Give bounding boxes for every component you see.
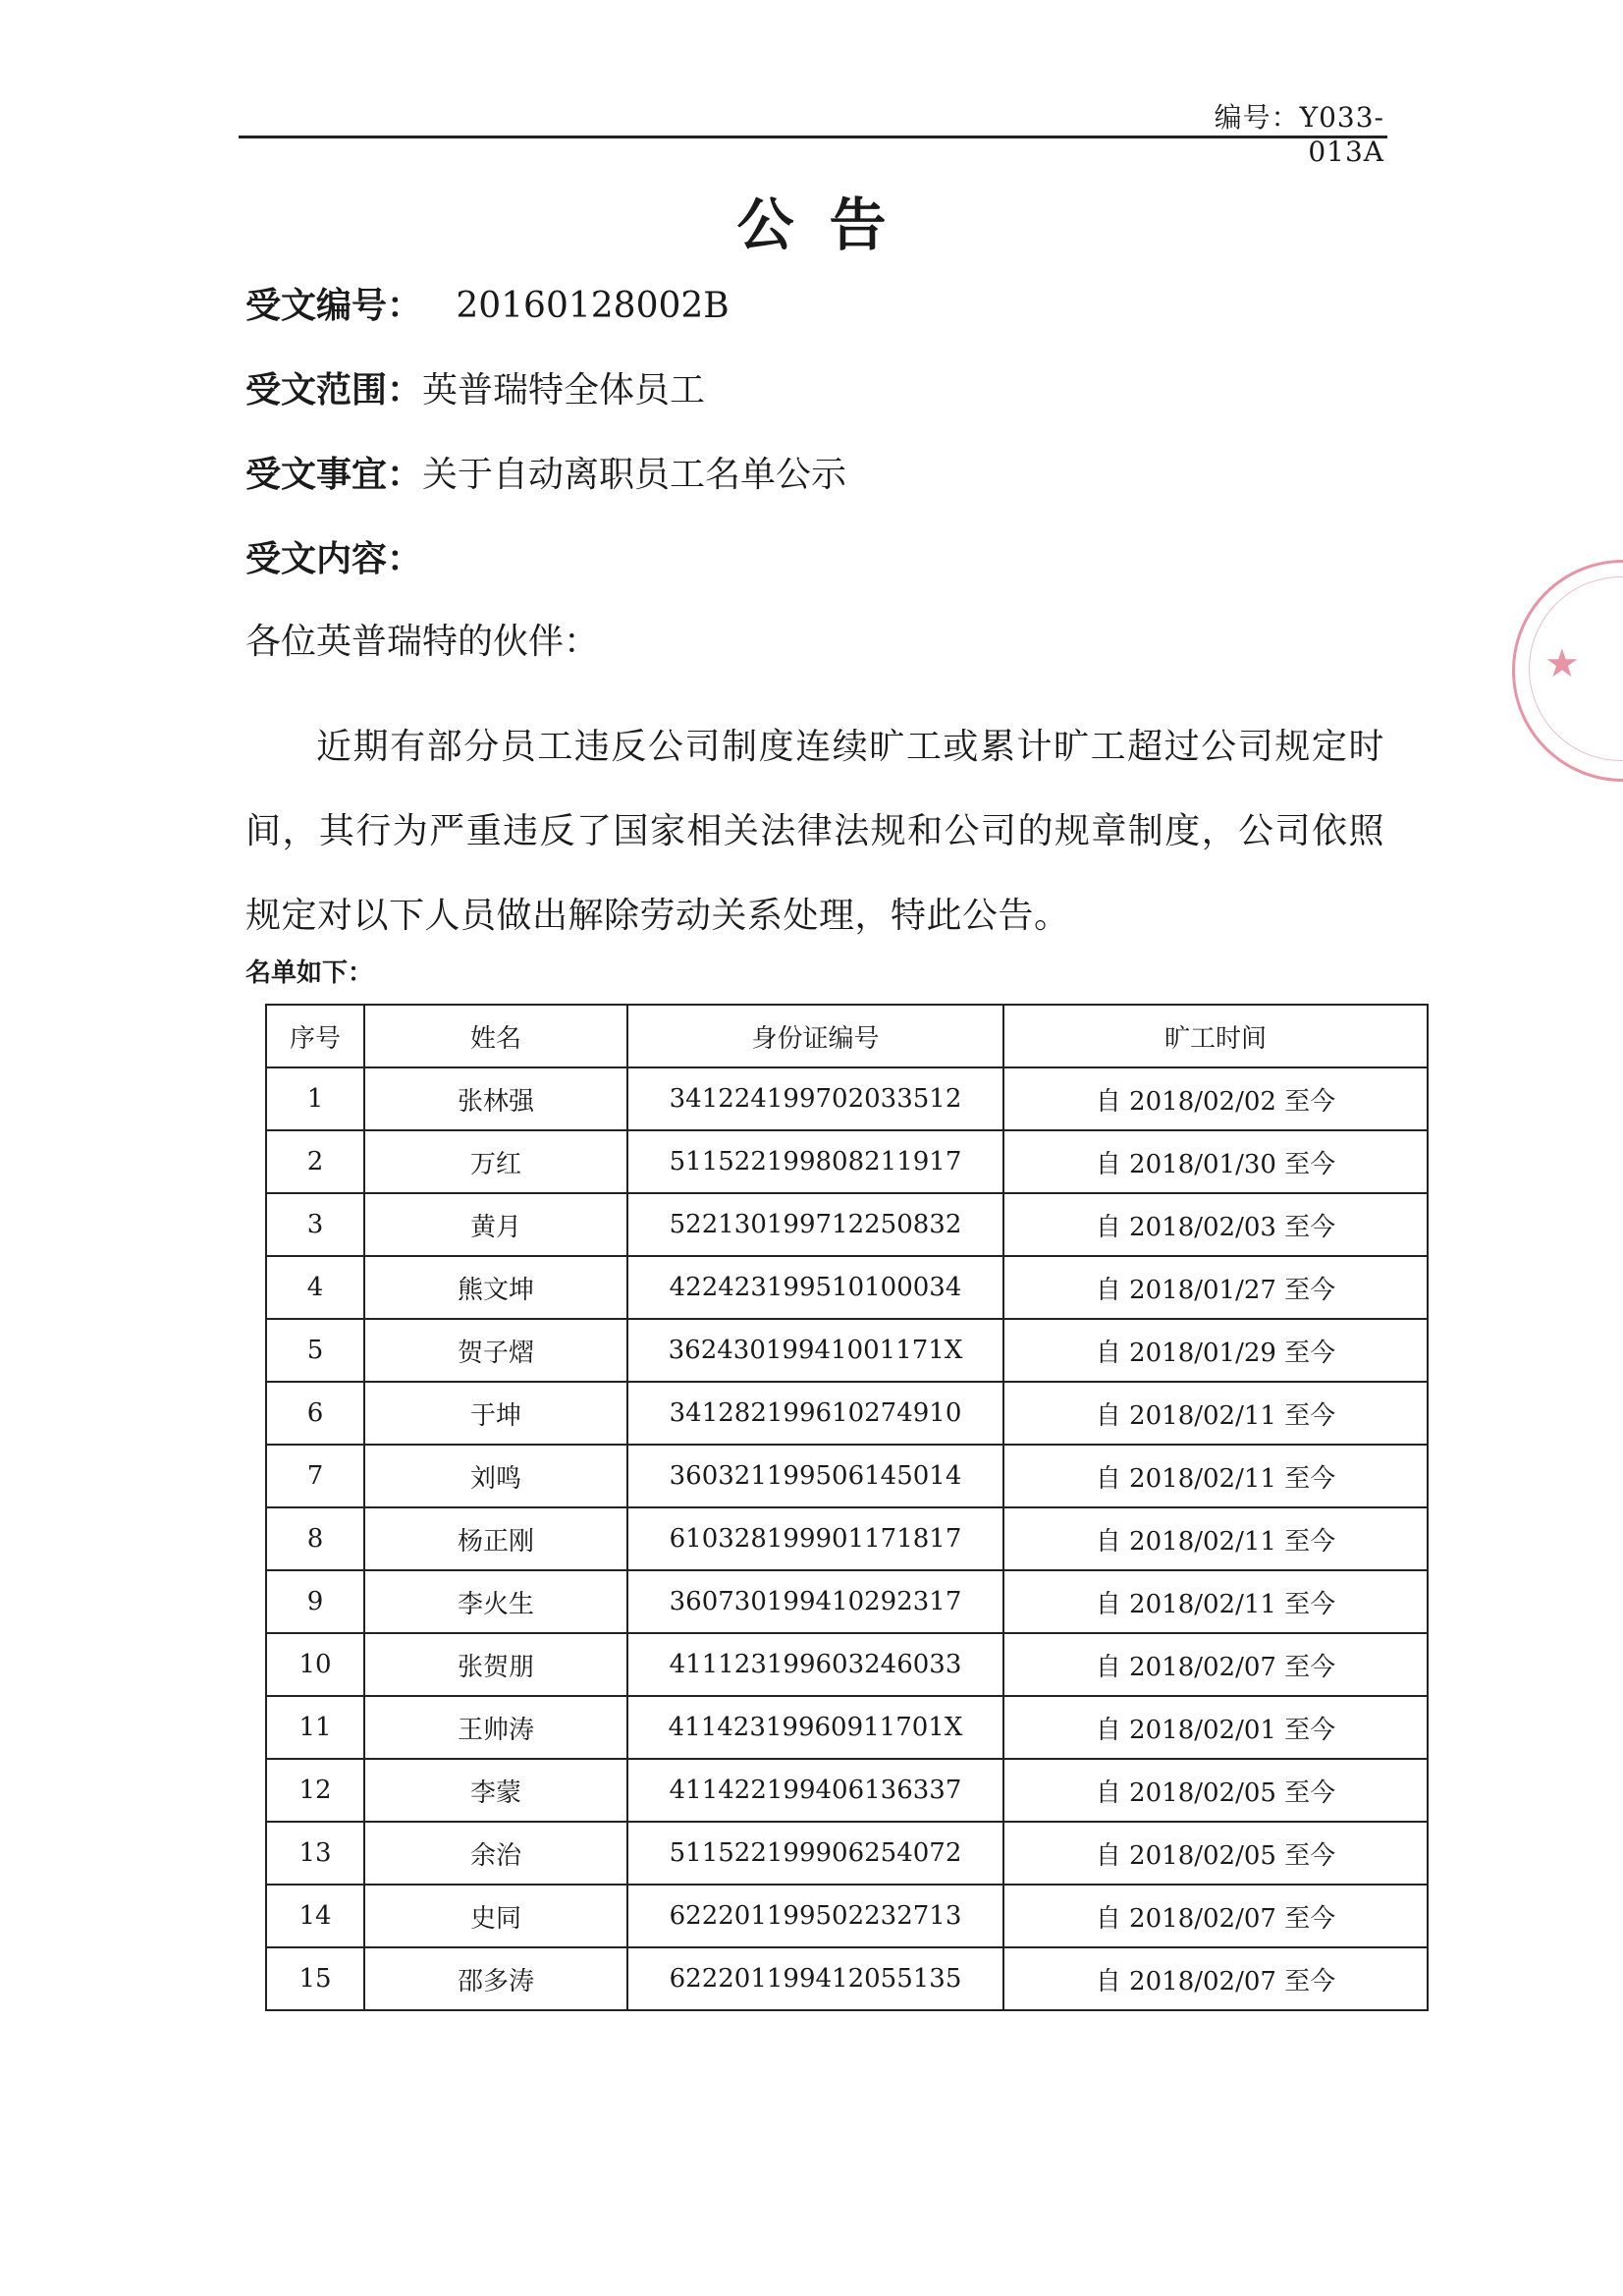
cell-name: 熊文坤 bbox=[364, 1256, 627, 1319]
cell-id-number: 522130199712250832 bbox=[627, 1193, 1003, 1256]
cell-name: 余治 bbox=[364, 1822, 627, 1885]
cell-id-number: 411123199603246033 bbox=[627, 1633, 1003, 1696]
salutation: 各位英普瑞特的伙伴： bbox=[245, 622, 600, 662]
cell-absence-time: 自 2018/01/27 至今 bbox=[1003, 1256, 1428, 1319]
field-subject bbox=[245, 454, 846, 497]
cell-id-number: 360730199410292317 bbox=[627, 1570, 1003, 1633]
header-absence-time: 旷工时间 bbox=[1003, 1005, 1428, 1067]
cell-seq: 5 bbox=[266, 1319, 364, 1382]
cell-name: 刘鸣 bbox=[364, 1445, 627, 1507]
field-doc-number bbox=[245, 285, 730, 328]
cell-name: 杨正刚 bbox=[364, 1507, 627, 1570]
cell-name: 李火生 bbox=[364, 1570, 627, 1633]
cell-seq: 2 bbox=[266, 1130, 364, 1193]
table-body bbox=[266, 1067, 1428, 2010]
cell-seq: 14 bbox=[266, 1885, 364, 1947]
cell-absence-time: 自 2018/01/30 至今 bbox=[1003, 1130, 1428, 1193]
header-name: 姓名 bbox=[364, 1005, 627, 1067]
table-row bbox=[266, 1256, 1428, 1319]
dismissal-table bbox=[265, 1004, 1429, 2011]
cell-name: 于坤 bbox=[364, 1382, 627, 1445]
cell-seq: 15 bbox=[266, 1947, 364, 2010]
cell-id-number: 622201199502232713 bbox=[627, 1885, 1003, 1947]
cell-name: 黄月 bbox=[364, 1193, 627, 1256]
cell-seq: 3 bbox=[266, 1193, 364, 1256]
cell-id-number: 411422199406136337 bbox=[627, 1759, 1003, 1822]
cell-seq: 7 bbox=[266, 1445, 364, 1507]
document-number: 编号：Y033-013A bbox=[1214, 101, 1384, 168]
field-label: 受文范围： bbox=[245, 370, 423, 410]
cell-id-number: 41142319960911701X bbox=[627, 1696, 1003, 1759]
cell-id-number: 511522199906254072 bbox=[627, 1822, 1003, 1885]
table-row bbox=[266, 1633, 1428, 1696]
field-label: 受文内容： bbox=[245, 539, 423, 579]
cell-absence-time: 自 2018/02/07 至今 bbox=[1003, 1633, 1428, 1696]
table-row bbox=[266, 1822, 1428, 1885]
cell-name: 史同 bbox=[364, 1885, 627, 1947]
field-scope bbox=[245, 369, 705, 412]
field-value: 20160128002B bbox=[422, 286, 730, 326]
seal-star-icon: ★ bbox=[1544, 641, 1580, 686]
cell-seq: 6 bbox=[266, 1382, 364, 1445]
cell-seq: 4 bbox=[266, 1256, 364, 1319]
company-seal bbox=[1512, 560, 1623, 782]
cell-seq: 8 bbox=[266, 1507, 364, 1570]
cell-name: 万红 bbox=[364, 1130, 627, 1193]
cell-seq: 9 bbox=[266, 1570, 364, 1633]
table-row bbox=[266, 1445, 1428, 1507]
cell-absence-time: 自 2018/01/29 至今 bbox=[1003, 1319, 1428, 1382]
cell-id-number: 341282199610274910 bbox=[627, 1382, 1003, 1445]
cell-id-number: 610328199901171817 bbox=[627, 1507, 1003, 1570]
table-row bbox=[266, 1885, 1428, 1947]
field-value: 英普瑞特全体员工 bbox=[422, 370, 706, 410]
page-title: 公告 bbox=[736, 191, 922, 258]
cell-absence-time: 自 2018/02/07 至今 bbox=[1003, 1885, 1428, 1947]
cell-id-number: 622201199412055135 bbox=[627, 1947, 1003, 2010]
table-row bbox=[266, 1696, 1428, 1759]
cell-absence-time: 自 2018/02/11 至今 bbox=[1003, 1382, 1428, 1445]
list-heading: 名单如下： bbox=[245, 958, 374, 988]
cell-seq: 13 bbox=[266, 1822, 364, 1885]
cell-absence-time: 自 2018/02/07 至今 bbox=[1003, 1947, 1428, 2010]
table-row bbox=[266, 1759, 1428, 1822]
table-header-row bbox=[266, 1005, 1428, 1067]
header-id-number: 身份证编号 bbox=[627, 1005, 1003, 1067]
table-row bbox=[266, 1947, 1428, 2010]
cell-seq: 10 bbox=[266, 1633, 364, 1696]
cell-name: 张林强 bbox=[364, 1067, 627, 1130]
cell-id-number: 341224199702033512 bbox=[627, 1067, 1003, 1130]
cell-absence-time: 自 2018/02/11 至今 bbox=[1003, 1507, 1428, 1570]
cell-id-number: 36243019941001171X bbox=[627, 1319, 1003, 1382]
field-value: 关于自动离职员工名单公示 bbox=[422, 455, 847, 495]
header-seq: 序号 bbox=[266, 1005, 364, 1067]
table-row bbox=[266, 1382, 1428, 1445]
body-paragraph: 近期有部分员工违反公司制度连续旷工或累计旷工超过公司规定时间，其行为严重违反了国家相关法律法规和公司的规章制度，公司依照规定对以下人员做出解除劳动关系处理，特此公告。 bbox=[245, 727, 1384, 936]
cell-absence-time: 自 2018/02/02 至今 bbox=[1003, 1067, 1428, 1130]
field-label: 受文事宜： bbox=[245, 455, 423, 495]
table-row bbox=[266, 1570, 1428, 1633]
cell-name: 张贺朋 bbox=[364, 1633, 627, 1696]
field-content bbox=[245, 538, 422, 581]
cell-absence-time: 自 2018/02/03 至今 bbox=[1003, 1193, 1428, 1256]
cell-id-number: 511522199808211917 bbox=[627, 1130, 1003, 1193]
table-row bbox=[266, 1193, 1428, 1256]
cell-absence-time: 自 2018/02/05 至今 bbox=[1003, 1822, 1428, 1885]
cell-name: 李蒙 bbox=[364, 1759, 627, 1822]
cell-absence-time: 自 2018/02/05 至今 bbox=[1003, 1759, 1428, 1822]
table-row bbox=[266, 1507, 1428, 1570]
cell-seq: 11 bbox=[266, 1696, 364, 1759]
cell-id-number: 360321199506145014 bbox=[627, 1445, 1003, 1507]
cell-id-number: 422423199510100034 bbox=[627, 1256, 1003, 1319]
table-row bbox=[266, 1319, 1428, 1382]
cell-absence-time: 自 2018/02/01 至今 bbox=[1003, 1696, 1428, 1759]
header-divider bbox=[239, 136, 1387, 138]
cell-absence-time: 自 2018/02/11 至今 bbox=[1003, 1445, 1428, 1507]
cell-seq: 12 bbox=[266, 1759, 364, 1822]
table-row bbox=[266, 1130, 1428, 1193]
cell-name: 贺子熠 bbox=[364, 1319, 627, 1382]
cell-absence-time: 自 2018/02/11 至今 bbox=[1003, 1570, 1428, 1633]
cell-name: 王帅涛 bbox=[364, 1696, 627, 1759]
field-label: 受文编号： bbox=[245, 286, 423, 326]
table-row bbox=[266, 1067, 1428, 1130]
cell-name: 邵多涛 bbox=[364, 1947, 627, 2010]
cell-seq: 1 bbox=[266, 1067, 364, 1130]
